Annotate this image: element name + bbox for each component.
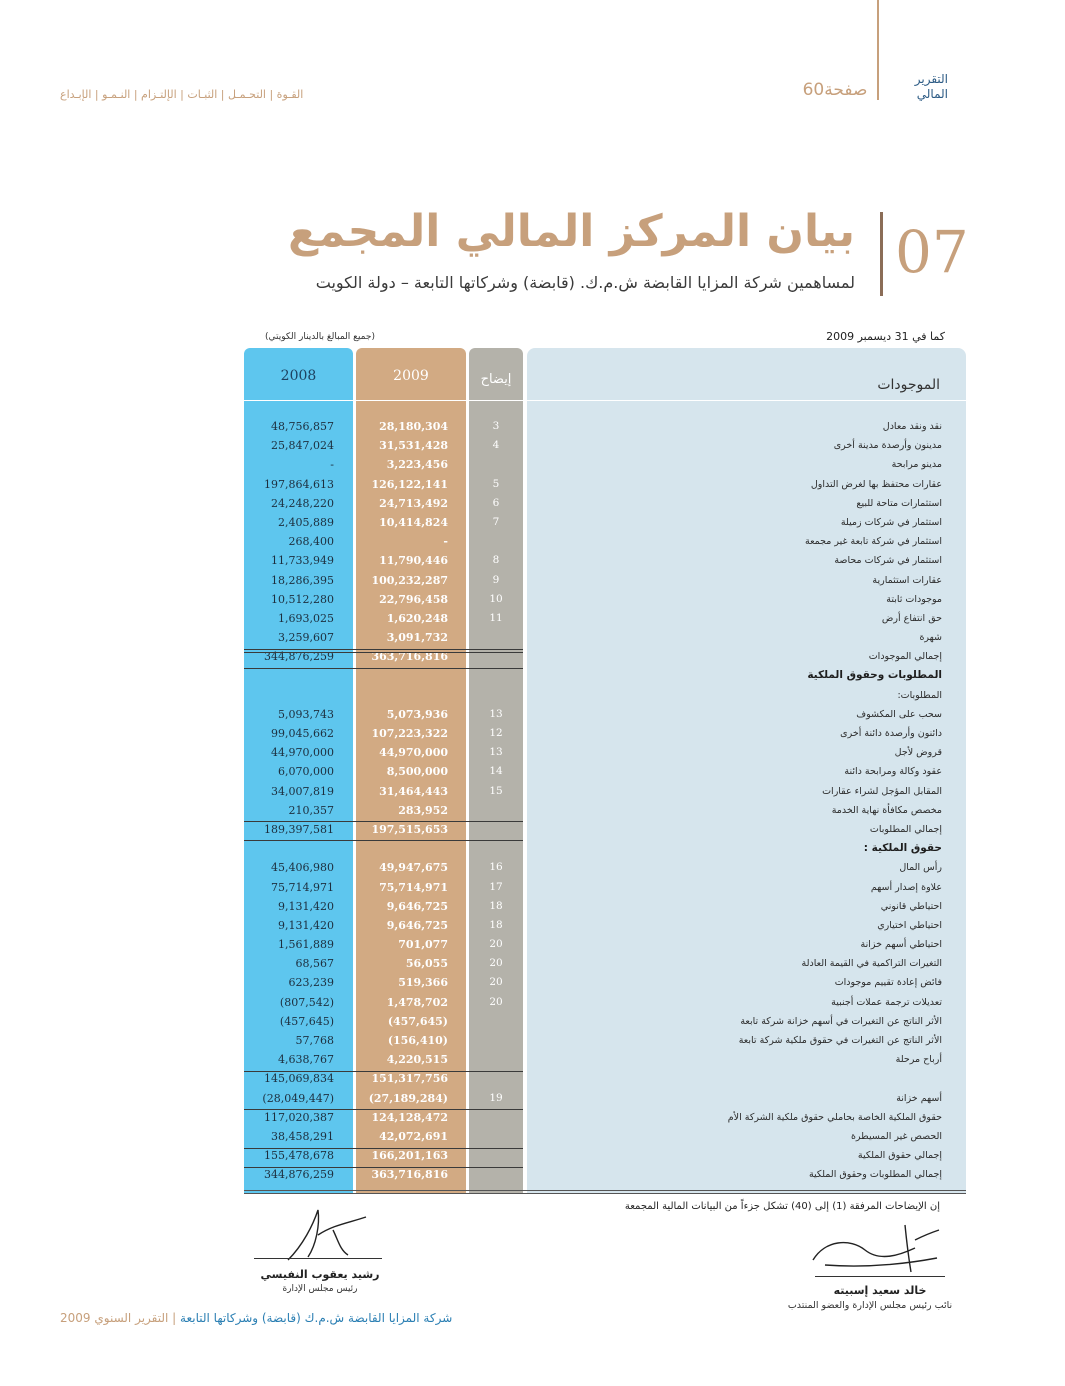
row-label: دائنون وأرصدة دائنة أخرى	[840, 728, 942, 739]
table-row	[244, 954, 966, 973]
row-value-2008: (28,049,447)	[262, 1091, 334, 1105]
row-label: إجمالي المطلوبات	[869, 823, 942, 835]
page-subtitle: لمساهمين شركة المزايا القابضة ش.م.ك. (قابضة) وشركاتها التابعة – دولة الكويت	[315, 273, 855, 292]
row-label: تعديلات ترجمة عملات أجنبية	[831, 996, 942, 1008]
table-row	[244, 705, 966, 724]
row-label: مخصص مكافأة نهاية الخدمة	[831, 804, 942, 816]
row-label: المطلوبات:	[897, 689, 942, 701]
row-value-2009: 22,796,458	[379, 592, 448, 606]
row-value-2009: 1,620,248	[386, 611, 448, 625]
table-row	[244, 1146, 966, 1165]
row-label: الحصص غير المسيطرة	[850, 1130, 942, 1142]
row-value-2008: (807,542)	[279, 995, 334, 1009]
notes-reference: إن الإيضاحات المرفقة (1) إلى (40) تشكل جزءاً من البيانات المالية المجمعة	[624, 1201, 940, 1212]
row-label: عقارات محتفظ بها لغرض التداول	[810, 478, 942, 490]
row-value-2009: (156,410)	[387, 1034, 448, 1047]
row-value-2009: 363,716,816	[371, 650, 448, 664]
row-value-2008: 18,286,395	[271, 573, 334, 587]
row-note: 19	[489, 1091, 503, 1104]
row-label: استثمار في شركة تابعة غير مجمعة	[804, 536, 942, 548]
row-value-2008: 38,458,291	[271, 1129, 334, 1143]
row-label: إجمالي المطلوبات وحقوق الملكية	[808, 1169, 942, 1181]
row-label: استثمار في شركات زميلة	[840, 516, 942, 528]
row-value-2009: 100,232,287	[371, 573, 448, 587]
row-note: 18	[489, 918, 503, 931]
row-label: احتياطي أسهم خزانة	[860, 939, 942, 951]
row-value-2009: 44,970,000	[379, 746, 448, 760]
table-row	[244, 513, 966, 532]
table-row	[244, 551, 966, 570]
total-assets-bottom-rule	[244, 668, 523, 669]
row-label: موجودات ثابتة	[886, 593, 942, 605]
row-label: إجمالي الموجودات	[868, 651, 942, 663]
table-row	[244, 858, 966, 877]
row-note: 20	[489, 976, 503, 989]
total-liabilities-bottom-rule	[244, 840, 523, 841]
row-value-2009: 24,713,492	[379, 496, 448, 510]
row-note: 12	[489, 727, 503, 739]
table-row	[244, 628, 966, 647]
row-value-2008: 344,876,259	[264, 1168, 334, 1182]
row-note: 10	[489, 592, 503, 605]
row-value-2009: 11,790,446	[379, 554, 448, 568]
row-label: سحب على المكشوف	[856, 708, 942, 720]
table-row	[244, 801, 966, 820]
table-row	[244, 455, 966, 474]
table-row	[244, 820, 966, 839]
row-note: 3	[492, 420, 500, 432]
row-value-2008: 344,876,259	[264, 650, 334, 664]
row-value-2008: 4,638,767	[278, 1053, 334, 1067]
row-value-2009: 107,223,322	[371, 727, 448, 740]
row-note: 15	[489, 784, 503, 797]
row-value-2009: 9,646,725	[386, 899, 448, 913]
row-value-2008: 34,007,819	[271, 784, 334, 798]
table-row	[244, 475, 966, 494]
row-label: الأثر الناتج عن التغيرات في حقوق ملكية شركة تابعة	[738, 1035, 942, 1046]
row-value-2008: 189,397,581	[264, 822, 334, 836]
table-row	[244, 1050, 966, 1069]
chairman-title: رئيس مجلس الإدارة	[282, 1284, 358, 1294]
row-label: عقارات استثمارية	[872, 574, 942, 586]
table-row	[244, 686, 966, 705]
row-value-2009: 519,366	[398, 976, 448, 990]
grand-total-rule	[244, 1167, 523, 1168]
table-row	[244, 973, 966, 992]
row-value-2008: 3,259,607	[278, 631, 334, 645]
total-equity-rule	[244, 1148, 523, 1149]
page-number: صفحة60	[802, 80, 868, 100]
table-row	[244, 916, 966, 935]
table-row	[244, 993, 966, 1012]
row-value-2008: 155,478,678	[264, 1149, 334, 1163]
row-note: 5	[492, 477, 500, 490]
total-assets-rule	[244, 649, 523, 650]
row-note: 13	[489, 707, 503, 720]
column-header-note: إيضاح	[480, 372, 512, 387]
row-value-2009: 31,531,428	[379, 439, 448, 453]
row-label: المطلوبات وحقوق الملكية	[807, 669, 942, 682]
header-row-divider	[244, 400, 966, 401]
table-row	[244, 1089, 966, 1108]
row-note: 6	[492, 496, 500, 509]
row-value-2008: 48,756,857	[271, 420, 334, 433]
row-value-2008: 57,768	[295, 1034, 334, 1047]
row-value-2008: 45,406,980	[271, 861, 334, 875]
row-value-2009: 9,646,725	[386, 918, 448, 932]
row-value-2009: 8,500,000	[386, 765, 448, 779]
balance-sheet-rows	[244, 417, 966, 1185]
row-value-2008: 6,070,000	[278, 765, 334, 779]
row-label: نقد ونقد معادل	[882, 421, 942, 432]
vice-chairman-signature	[805, 1220, 945, 1278]
row-value-2009: 166,201,163	[371, 1149, 448, 1163]
row-value-2009: 124,128,472	[371, 1110, 448, 1124]
table-row	[244, 878, 966, 897]
row-value-2008: 99,045,662	[271, 727, 334, 740]
row-label: قروض لأجل	[894, 747, 942, 759]
table-row	[244, 436, 966, 455]
row-label: حقوق الملكية :	[863, 842, 942, 855]
row-value-2008: -	[330, 458, 334, 472]
table-row	[244, 609, 966, 628]
row-value-2008: 197,864,613	[264, 477, 334, 491]
table-bottom-rule-2	[244, 1193, 966, 1194]
chairman-signature-line	[254, 1258, 382, 1259]
table-row	[244, 666, 966, 685]
vice-chairman-signature-line	[815, 1276, 945, 1277]
page-footer	[60, 1311, 500, 1325]
row-note: 20	[489, 938, 503, 951]
table-row	[244, 1012, 966, 1031]
page-title: بيان المركز المالي المجمع	[288, 206, 855, 257]
row-value-2009: 75,714,971	[379, 880, 448, 894]
company-values: القـوة | التحـمـل | الثبـات | الإلتـزام | النـمـو | الإبـداع	[60, 88, 304, 101]
header-divider	[877, 0, 879, 100]
equity-subtotal-rule	[244, 1071, 523, 1072]
row-value-2008: 2,405,889	[278, 515, 334, 529]
as-at-date: كما في 31 ديسمبر 2009	[826, 330, 945, 343]
row-note: 17	[489, 880, 503, 893]
column-header-2009: 2009	[393, 368, 429, 384]
table-row	[244, 590, 966, 609]
row-value-2008: 117,020,387	[264, 1110, 334, 1124]
row-label: مدينون وأرصدة مدينة أخرى	[833, 440, 942, 452]
row-note: 14	[489, 765, 503, 778]
table-row	[244, 935, 966, 954]
table-row	[244, 762, 966, 781]
row-value-2008: 9,131,420	[278, 899, 334, 913]
table-row	[244, 1031, 966, 1050]
row-label: مدينو مرابحة	[891, 459, 942, 471]
row-value-2008: 1,693,025	[278, 611, 334, 625]
row-note: 11	[489, 611, 503, 624]
row-value-2008: 75,714,971	[271, 880, 334, 894]
row-note: 16	[489, 861, 503, 874]
chairman-signature	[278, 1205, 373, 1265]
row-value-2008: 25,847,024	[271, 439, 334, 453]
row-value-2009: 42,072,691	[379, 1129, 448, 1143]
row-value-2008: 268,400	[288, 535, 334, 549]
chairman-name: رشيد يعقوب النفيسي	[260, 1268, 380, 1281]
row-value-2009: 3,223,456	[386, 458, 448, 472]
row-note: 20	[489, 957, 503, 970]
row-value-2009: 5,073,936	[386, 707, 448, 721]
row-label: التغيرات التراكمية في القيمة العادلة	[801, 958, 942, 970]
row-note: 18	[489, 899, 503, 912]
row-note: 4	[492, 439, 500, 452]
row-value-2009: 701,077	[398, 938, 448, 952]
row-value-2008: 68,567	[295, 957, 334, 971]
report-label: التقرير المالي	[914, 72, 948, 101]
row-label: احتياطي اختياري	[877, 919, 942, 931]
row-value-2008: 44,970,000	[271, 746, 334, 760]
row-value-2008: 210,357	[288, 803, 334, 817]
row-value-2009: 4,220,515	[386, 1053, 448, 1067]
row-value-2009: 363,716,816	[371, 1168, 448, 1182]
row-label: حق انتفاع أرض	[881, 612, 942, 624]
vice-chairman-title: نائب رئيس مجلس الإدارة والعضو المنتدب	[787, 1300, 953, 1311]
row-label: أسهم خزانة	[896, 1092, 942, 1104]
row-value-2009: 151,317,756	[371, 1072, 448, 1086]
row-label: رأس المال	[899, 862, 942, 874]
table-row	[244, 839, 966, 858]
title-divider	[880, 212, 883, 296]
row-label: الأثر الناتج عن التغيرات في أسهم خزانة شركة تابعة	[740, 1015, 942, 1027]
section-number: 07	[895, 218, 969, 286]
row-value-2008: 145,069,834	[264, 1072, 334, 1086]
row-label: فائض إعادة تقييم موجودات	[834, 977, 942, 989]
table-row	[244, 417, 966, 436]
footer-company: شركة المزايا القابضة ش.م.ك (قابضة) وشركاتها التابعة	[180, 1311, 453, 1325]
row-value-2008: 1,561,889	[278, 938, 334, 952]
row-value-2008: 10,512,280	[271, 592, 334, 606]
row-value-2008: 623,239	[288, 976, 334, 990]
row-label: استثمار في شركات محاصة	[834, 555, 942, 567]
column-header-2008: 2008	[280, 368, 317, 384]
footer-annual-report: التقرير السنوي 2009	[60, 1311, 169, 1325]
row-value-2009: (457,645)	[387, 1014, 448, 1028]
row-label: عقود وكالة ومرابحة دائنة	[844, 766, 942, 778]
row-value-2008: 9,131,420	[278, 918, 334, 932]
table-row	[244, 1108, 966, 1127]
row-label: احتياطي قانوني	[880, 900, 942, 912]
row-value-2008: (457,645)	[279, 1014, 334, 1028]
row-value-2009: -	[443, 535, 448, 549]
row-note: 9	[492, 573, 500, 586]
row-note: 7	[492, 515, 500, 528]
row-note: 13	[489, 746, 503, 759]
row-value-2008: 5,093,743	[278, 707, 334, 721]
table-row	[244, 897, 966, 916]
table-row	[244, 1165, 966, 1184]
row-value-2009: 3,091,732	[386, 631, 448, 645]
row-label: المقابل المؤجل لشراء عقارات	[822, 785, 942, 797]
table-row	[244, 1069, 966, 1088]
row-note: 8	[492, 554, 500, 567]
currency-note: (جميع المبالغ بالدينار الكويتي)	[265, 332, 375, 342]
total-liabilities-rule	[244, 821, 523, 822]
table-row	[244, 782, 966, 801]
row-value-2009: 283,952	[398, 803, 448, 817]
table-row	[244, 647, 966, 666]
row-label: استثمارات متاحة للبيع	[856, 497, 942, 509]
table-row	[244, 743, 966, 762]
row-value-2009: 56,055	[405, 957, 448, 971]
row-value-2009: 28,180,304	[379, 420, 448, 433]
column-header-assets: الموجودات	[877, 377, 940, 393]
row-label: شهرة	[919, 632, 942, 644]
treasury-shares-rule	[244, 1109, 523, 1110]
row-value-2008: 11,733,949	[271, 554, 334, 568]
row-value-2009: 126,122,141	[371, 477, 448, 491]
vice-chairman-name: خالد سعيد إسبيته	[833, 1284, 927, 1297]
row-value-2009: (27,189,284)	[368, 1091, 448, 1105]
row-label: أرباح مرحلة	[895, 1054, 942, 1066]
row-value-2009: 31,464,443	[379, 784, 448, 798]
row-value-2008: 24,248,220	[271, 496, 334, 510]
table-bottom-rule	[244, 1190, 966, 1191]
table-row	[244, 494, 966, 513]
row-value-2009: 49,947,675	[379, 861, 448, 875]
footer-separator: |	[168, 1311, 181, 1325]
row-label: حقوق الملكية الخاصة بحاملي حقوق ملكية الشركة الأم	[727, 1111, 942, 1123]
row-label: علاوة إصدار أسهم	[870, 881, 942, 893]
table-row	[244, 724, 966, 743]
row-note: 20	[489, 995, 503, 1008]
row-value-2009: 1,478,702	[386, 995, 448, 1009]
row-label: إجمالي حقوق الملكية	[857, 1150, 942, 1162]
table-row	[244, 571, 966, 590]
table-row	[244, 532, 966, 551]
table-row	[244, 1127, 966, 1146]
row-value-2009: 197,515,653	[371, 822, 448, 836]
row-value-2009: 10,414,824	[379, 515, 448, 529]
